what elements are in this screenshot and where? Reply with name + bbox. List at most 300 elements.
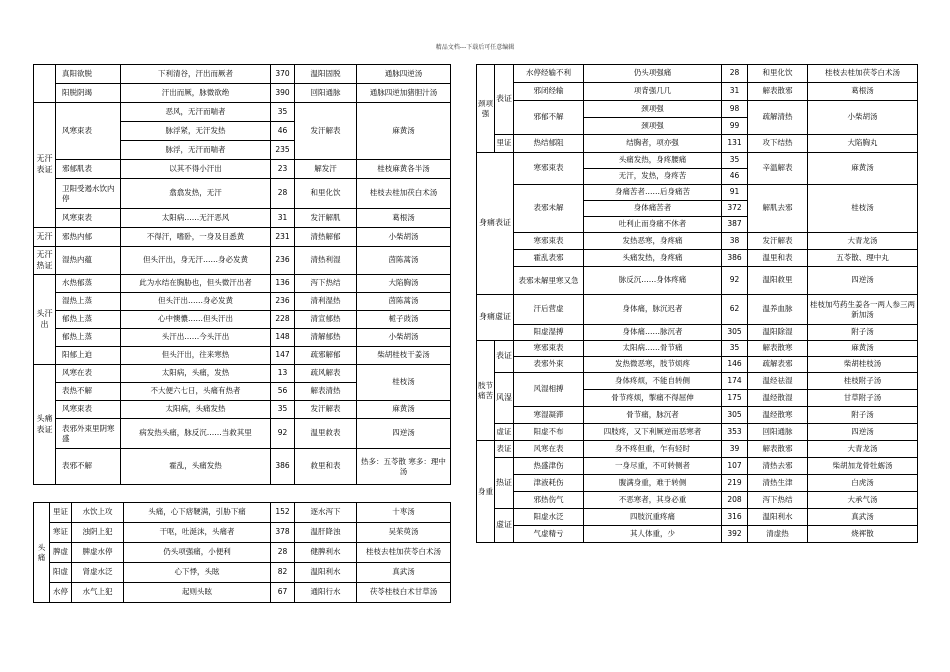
category-cell: 无汗热证 xyxy=(34,247,56,275)
page-header: 精品文档---下载后可任意编辑 xyxy=(435,44,515,51)
syndrome-cell: 热结郁阻 xyxy=(514,135,584,153)
method-cell: 清虚热 xyxy=(748,526,808,543)
syndrome-cell: 水热郁蒸 xyxy=(56,275,121,293)
subcategory-cell: 寒证 xyxy=(50,523,72,543)
table-row xyxy=(34,160,451,179)
subcategory-cell: 水停 xyxy=(50,583,72,603)
number-cell: 305 xyxy=(722,407,748,424)
subcategory-cell: 表证 xyxy=(495,65,514,135)
formula-cell: 桂枝去桂加茯苓白术汤 xyxy=(808,65,918,83)
clause-cell: 恶风，无汗而喘者 xyxy=(121,103,271,122)
method-cell: 疏邪解郁 xyxy=(295,347,357,365)
syndrome-cell: 风寒束表 xyxy=(56,103,121,160)
formula-cell: 大青龙汤 xyxy=(808,441,918,458)
subcategory-cell: 虚证 xyxy=(495,424,514,441)
table-row xyxy=(477,233,918,250)
number-cell: 219 xyxy=(722,475,748,492)
syndrome-cell: 邪郁肌表 xyxy=(56,160,121,179)
table-row xyxy=(34,179,451,209)
syndrome-cell: 表邪未解里寒又急 xyxy=(514,267,584,295)
symptom-table-sweat-headache xyxy=(33,64,451,485)
number-cell: 378 xyxy=(271,523,295,543)
formula-cell: 桂枝附子汤 xyxy=(808,373,918,390)
syndrome-cell: 湿热上蒸 xyxy=(56,293,121,311)
category-cell: 身重 xyxy=(477,441,495,543)
category-cell: 身痛虚证 xyxy=(477,295,514,341)
method-cell: 发汗解肌 xyxy=(295,209,357,228)
formula-cell: 柴胡桂枝汤 xyxy=(808,357,918,373)
formula-cell: 四逆汤 xyxy=(808,424,918,441)
clause-cell: 太阳病……骨节痛 xyxy=(584,341,722,357)
formula-cell: 栀子豉汤 xyxy=(357,311,451,329)
syndrome-cell: 水气上犯 xyxy=(72,583,124,603)
number-cell: 46 xyxy=(722,169,748,185)
clause-cell: 太阳病，头痛，发热 xyxy=(121,365,271,383)
clause-cell: 起则头眩 xyxy=(124,583,271,603)
method-cell: 疏风解表 xyxy=(295,365,357,383)
method-cell: 发汗解表 xyxy=(295,401,357,419)
table-row xyxy=(477,509,918,526)
clause-cell: 翕翕发热，无汗 xyxy=(121,179,271,209)
formula-cell: 柴胡加龙骨牡蛎汤 xyxy=(808,458,918,475)
subcategory-cell: 热证 xyxy=(495,458,514,509)
table-row xyxy=(34,563,451,583)
category-cell: 头汗出 xyxy=(34,275,56,365)
number-cell: 390 xyxy=(271,84,295,103)
table-row xyxy=(477,153,918,169)
method-cell: 疏解清热 xyxy=(748,101,808,135)
formula-cell: 桂枝去桂加茯苓白术汤 xyxy=(357,543,451,563)
formula-cell: 桂枝去桂加茯白术汤 xyxy=(357,179,451,209)
table-row xyxy=(477,267,918,295)
method-cell: 逐水泻下 xyxy=(295,503,357,523)
table-row xyxy=(477,357,918,373)
syndrome-cell: 邪热伤气 xyxy=(514,492,584,509)
clause-cell: 病发热头痛，脉反沉……当救其里 xyxy=(121,419,271,449)
method-cell: 清解郁热 xyxy=(295,329,357,347)
method-cell: 温阳固脱 xyxy=(295,65,357,84)
table-row xyxy=(477,492,918,509)
number-cell: 136 xyxy=(271,275,295,293)
number-cell: 236 xyxy=(271,293,295,311)
number-cell: 67 xyxy=(271,583,295,603)
method-cell: 清利湿热 xyxy=(295,293,357,311)
method-cell: 温里救表 xyxy=(295,419,357,449)
number-cell: 146 xyxy=(722,357,748,373)
number-cell: 92 xyxy=(271,419,295,449)
table-row xyxy=(34,449,451,485)
number-cell: 152 xyxy=(271,503,295,523)
subcategory-cell: 表证 xyxy=(495,441,514,458)
clause-cell: 不得汗，嗜卧，一身及目悉黄 xyxy=(121,228,271,247)
clause-cell: 无汗，发热，身疼苦 xyxy=(584,169,722,185)
number-cell: 99 xyxy=(722,118,748,135)
formula-cell: 小柴胡汤 xyxy=(357,329,451,347)
number-cell: 228 xyxy=(271,311,295,329)
syndrome-cell: 寒邪束表 xyxy=(514,233,584,250)
method-cell: 回阳通脉 xyxy=(295,84,357,103)
category-cell: 头痛 xyxy=(34,503,50,603)
formula-cell: 十枣汤 xyxy=(357,503,451,523)
method-cell: 健脾利水 xyxy=(295,543,357,563)
number-cell: 236 xyxy=(271,247,295,275)
syndrome-cell: 阳虚不布 xyxy=(514,424,584,441)
clause-cell: 身体痛……脉沉者 xyxy=(584,325,722,341)
syndrome-cell: 津液耗伤 xyxy=(514,475,584,492)
formula-cell: 五苓散、理中丸 xyxy=(808,250,918,267)
clause-cell: 仍头项强痛 xyxy=(584,65,722,83)
clause-cell: 四肢疼，又下利厥逆而恶寒者 xyxy=(584,424,722,441)
subcategory-cell: 里证 xyxy=(50,503,72,523)
formula-cell: 白虎汤 xyxy=(808,475,918,492)
subcategory-cell: 风湿 xyxy=(495,373,514,424)
number-cell: 13 xyxy=(271,365,295,383)
method-cell: 清热解郁 xyxy=(295,228,357,247)
formula-cell: 茵陈蒿汤 xyxy=(357,293,451,311)
method-cell: 和里化饮 xyxy=(748,65,808,83)
formula-cell: 通脉四逆汤 xyxy=(357,65,451,84)
table-row xyxy=(477,83,918,101)
syndrome-cell: 表邪外束里阴寒盛 xyxy=(56,419,121,449)
number-cell: 305 xyxy=(722,325,748,341)
subcategory-cell: 虚证 xyxy=(495,509,514,543)
formula-cell: 吴茱萸汤 xyxy=(357,523,451,543)
number-cell: 39 xyxy=(722,441,748,458)
syndrome-cell: 寒邪束表 xyxy=(514,153,584,185)
formula-cell: 桂枝汤 xyxy=(357,365,451,401)
syndrome-cell: 真阳欲脱 xyxy=(56,65,121,84)
number-cell: 208 xyxy=(722,492,748,509)
formula-cell: 茯苓桂枝白术甘草汤 xyxy=(357,583,451,603)
syndrome-cell: 阳脱阴竭 xyxy=(56,84,121,103)
syndrome-cell: 卫阳受遏水饮内停 xyxy=(56,179,121,209)
method-cell: 辛温解表 xyxy=(748,153,808,185)
table-row xyxy=(34,103,451,122)
table-row xyxy=(477,373,918,390)
table-row xyxy=(34,543,451,563)
clause-cell: 骨节痛，脉沉者 xyxy=(584,407,722,424)
clause-cell: 脉反沉……身体疼痛 xyxy=(584,267,722,295)
formula-cell: 麻黄汤 xyxy=(808,341,918,357)
syndrome-cell: 表邪未解 xyxy=(514,185,584,233)
clause-cell: 四肢沉重疼痛 xyxy=(584,509,722,526)
formula-cell: 四逆汤 xyxy=(808,267,918,295)
clause-cell: 不大便六七日，头痛有热者 xyxy=(121,383,271,401)
method-cell: 温阳救里 xyxy=(748,267,808,295)
formula-cell: 甘草附子汤 xyxy=(808,390,918,407)
table-row xyxy=(34,228,451,247)
clause-cell: 身体痛，脉沉迟者 xyxy=(584,295,722,325)
syndrome-cell: 湿热内蕴 xyxy=(56,247,121,275)
clause-cell: 身痛苦者……后身痛苦 xyxy=(584,185,722,201)
formula-cell: 附子汤 xyxy=(808,407,918,424)
number-cell: 35 xyxy=(722,153,748,169)
clause-cell: 仍头项强痛，小便利 xyxy=(124,543,271,563)
clause-cell: 颈项强 xyxy=(584,118,722,135)
number-cell: 175 xyxy=(722,390,748,407)
number-cell: 62 xyxy=(722,295,748,325)
number-cell: 23 xyxy=(271,160,295,179)
formula-cell: 麻黄汤 xyxy=(357,103,451,160)
table-row xyxy=(477,475,918,492)
syndrome-cell: 阳虚湿搏 xyxy=(514,325,584,341)
number-cell: 35 xyxy=(722,341,748,357)
syndrome-cell: 热盛津伤 xyxy=(514,458,584,475)
clause-cell: 汗出而厥，脉微欲绝 xyxy=(121,84,271,103)
number-cell: 82 xyxy=(271,563,295,583)
method-cell: 清热去邪 xyxy=(748,458,808,475)
syndrome-cell: 表邪不解 xyxy=(56,449,121,485)
clause-cell: 心下悸，头眩 xyxy=(124,563,271,583)
number-cell: 92 xyxy=(722,267,748,295)
table-row xyxy=(34,247,451,275)
clause-cell: 项背强几几 xyxy=(584,83,722,101)
number-cell: 353 xyxy=(722,424,748,441)
table-row xyxy=(477,441,918,458)
number-cell: 386 xyxy=(271,449,295,485)
table-row xyxy=(477,295,918,325)
number-cell: 28 xyxy=(271,543,295,563)
method-cell: 温里和表 xyxy=(748,250,808,267)
category-cell xyxy=(34,65,56,103)
method-cell: 解发汗 xyxy=(295,160,357,179)
formula-cell: 麻黄汤 xyxy=(808,153,918,185)
formula-cell: 大承气汤 xyxy=(808,492,918,509)
method-cell: 温阳除湿 xyxy=(748,325,808,341)
formula-cell: 桂枝麻黄各半汤 xyxy=(357,160,451,179)
table-row xyxy=(34,419,451,449)
number-cell: 107 xyxy=(722,458,748,475)
symptom-table-neck-body-pain xyxy=(476,64,918,543)
method-cell: 救里和表 xyxy=(295,449,357,485)
method-cell: 回阳通脉 xyxy=(748,424,808,441)
syndrome-cell: 郁热上蒸 xyxy=(56,311,121,329)
syndrome-cell: 肾虚水泛 xyxy=(72,563,124,583)
method-cell: 清热利湿 xyxy=(295,247,357,275)
number-cell: 148 xyxy=(271,329,295,347)
formula-cell: 桂枝加芍药生姜各一两人参三两新加汤 xyxy=(808,295,918,325)
number-cell: 131 xyxy=(722,135,748,153)
table-row xyxy=(477,424,918,441)
table-row xyxy=(477,341,918,357)
category-cell: 头痛表证 xyxy=(34,365,56,485)
method-cell: 攻下结热 xyxy=(748,135,808,153)
formula-cell: 葛根汤 xyxy=(808,83,918,101)
table-row xyxy=(477,185,918,201)
table-row xyxy=(477,250,918,267)
syndrome-cell: 邪郁不解 xyxy=(514,101,584,135)
symptom-table-headache-interior xyxy=(33,502,451,603)
clause-cell: 心中懊憹……但头汗出 xyxy=(121,311,271,329)
method-cell: 温养血脉 xyxy=(748,295,808,325)
formula-cell: 真武汤 xyxy=(357,563,451,583)
method-cell: 温经祛湿 xyxy=(748,373,808,390)
syndrome-cell: 霍乱表邪 xyxy=(514,250,584,267)
clause-cell: 身体痛苦者 xyxy=(584,201,722,217)
table-row xyxy=(34,503,451,523)
syndrome-cell: 水停经输不利 xyxy=(514,65,584,83)
number-cell: 387 xyxy=(722,217,748,233)
syndrome-cell: 风寒束表 xyxy=(56,401,121,419)
formula-cell: 桂枝汤 xyxy=(808,185,918,233)
clause-cell: 结胸者，项亦强 xyxy=(584,135,722,153)
number-cell: 46 xyxy=(271,122,295,141)
method-cell: 清宣郁热 xyxy=(295,311,357,329)
method-cell: 疏解表邪 xyxy=(748,357,808,373)
number-cell: 98 xyxy=(722,101,748,118)
syndrome-cell: 阳郁上迫 xyxy=(56,347,121,365)
table-row xyxy=(34,365,451,383)
method-cell: 通阳行水 xyxy=(295,583,357,603)
number-cell: 235 xyxy=(271,141,295,160)
method-cell: 温经散寒 xyxy=(748,407,808,424)
method-cell: 解肌去邪 xyxy=(748,185,808,233)
table-row xyxy=(477,101,918,118)
syndrome-cell: 风寒在表 xyxy=(514,441,584,458)
category-cell: 身痛表证 xyxy=(477,153,514,295)
table-row xyxy=(34,583,451,603)
method-cell: 温阳利水 xyxy=(295,563,357,583)
clause-cell: 干呕，吐涎沫，头痛者 xyxy=(124,523,271,543)
number-cell: 370 xyxy=(271,65,295,84)
syndrome-cell: 脾虚水停 xyxy=(72,543,124,563)
syndrome-cell: 阳虚水泛 xyxy=(514,509,584,526)
method-cell: 温阳利水 xyxy=(748,509,808,526)
number-cell: 91 xyxy=(722,185,748,201)
method-cell: 解表清热 xyxy=(295,383,357,401)
method-cell: 温肝降浊 xyxy=(295,523,357,543)
table-row xyxy=(477,407,918,424)
formula-cell: 小柴胡汤 xyxy=(808,101,918,135)
clause-cell: 脉浮紧，无汗发热 xyxy=(121,122,271,141)
clause-cell: 身体疼烦，不能自转侧 xyxy=(584,373,722,390)
table-row xyxy=(34,401,451,419)
method-cell: 泻下热结 xyxy=(748,492,808,509)
method-cell: 解表散寒 xyxy=(748,341,808,357)
number-cell: 35 xyxy=(271,401,295,419)
table-row xyxy=(477,458,918,475)
formula-cell: 大青龙汤 xyxy=(808,233,918,250)
number-cell: 56 xyxy=(271,383,295,401)
syndrome-cell: 风寒束表 xyxy=(56,209,121,228)
clause-cell: 太阳病，头痛发热 xyxy=(121,401,271,419)
clause-cell: 不恶寒者，其身必重 xyxy=(584,492,722,509)
table-row xyxy=(477,135,918,153)
number-cell: 147 xyxy=(271,347,295,365)
table-row xyxy=(34,347,451,365)
formula-cell: 四逆汤 xyxy=(357,419,451,449)
table-row xyxy=(34,293,451,311)
method-cell: 清热生津 xyxy=(748,475,808,492)
clause-cell: 一身尽重，不可转侧者 xyxy=(584,458,722,475)
number-cell: 231 xyxy=(271,228,295,247)
clause-cell: 但头汗出，往来寒热 xyxy=(121,347,271,365)
clause-cell: 吐利止而身痛不休者 xyxy=(584,217,722,233)
clause-cell: 发热恶寒，身疼痛 xyxy=(584,233,722,250)
method-cell: 解表散邪 xyxy=(748,83,808,101)
clause-cell: 头痛，心下痞鞕满，引胁下痛 xyxy=(124,503,271,523)
formula-cell: 烧裈散 xyxy=(808,526,918,543)
formula-cell: 通脉四逆加猪胆汁汤 xyxy=(357,84,451,103)
table-row xyxy=(34,523,451,543)
clause-cell: 此为水结在胸胁也，但头微汗出者 xyxy=(121,275,271,293)
clause-cell: 太阳病……无汗恶风 xyxy=(121,209,271,228)
clause-cell: 但头汗出……身必发黄 xyxy=(121,293,271,311)
clause-cell: 其人体重，少 xyxy=(584,526,722,543)
category-cell: 颈项强 xyxy=(477,65,495,153)
method-cell: 发汗解表 xyxy=(295,103,357,160)
table-row xyxy=(477,325,918,341)
formula-cell: 热多：五苓散 寒多：理中汤 xyxy=(357,449,451,485)
number-cell: 392 xyxy=(722,526,748,543)
syndrome-cell: 风湿相搏 xyxy=(514,373,584,407)
method-cell: 泻下热结 xyxy=(295,275,357,293)
table-row xyxy=(34,329,451,347)
syndrome-cell: 寒邪束表 xyxy=(514,341,584,357)
category-cell: 无汗 xyxy=(34,228,56,247)
number-cell: 31 xyxy=(722,83,748,101)
syndrome-cell: 寒湿凝滞 xyxy=(514,407,584,424)
table-row xyxy=(34,275,451,293)
clause-cell: 骨节疼烦，掣痛不得屈伸 xyxy=(584,390,722,407)
formula-cell: 茵陈蒿汤 xyxy=(357,247,451,275)
formula-cell: 麻黄汤 xyxy=(357,401,451,419)
clause-cell: 头痛发热，身疼痛 xyxy=(584,250,722,267)
formula-cell: 大陷胸汤 xyxy=(357,275,451,293)
syndrome-cell: 汗后营虚 xyxy=(514,295,584,325)
subcategory-cell: 里证 xyxy=(495,135,514,153)
table-row xyxy=(34,84,451,103)
table-row xyxy=(477,65,918,83)
number-cell: 35 xyxy=(271,103,295,122)
table-row xyxy=(34,209,451,228)
clause-cell: 但头汗出，身无汗……身必发黄 xyxy=(121,247,271,275)
syndrome-cell: 浊阴上犯 xyxy=(72,523,124,543)
syndrome-cell: 邪热内郁 xyxy=(56,228,121,247)
number-cell: 174 xyxy=(722,373,748,390)
clause-cell: 以其不得小汗出 xyxy=(121,160,271,179)
table-row xyxy=(34,65,451,84)
method-cell: 解表散邪 xyxy=(748,441,808,458)
formula-cell: 葛根汤 xyxy=(357,209,451,228)
number-cell: 386 xyxy=(722,250,748,267)
formula-cell: 小柴胡汤 xyxy=(357,228,451,247)
number-cell: 316 xyxy=(722,509,748,526)
syndrome-cell: 郁热上蒸 xyxy=(56,329,121,347)
method-cell: 温经散湿 xyxy=(748,390,808,407)
formula-cell: 真武汤 xyxy=(808,509,918,526)
clause-cell: 发热微恶寒，肢节烦疼 xyxy=(584,357,722,373)
formula-cell: 附子汤 xyxy=(808,325,918,341)
formula-cell: 大陷胸丸 xyxy=(808,135,918,153)
table-row xyxy=(477,526,918,543)
number-cell: 38 xyxy=(722,233,748,250)
category-cell: 无汗表证 xyxy=(34,103,56,228)
syndrome-cell: 风寒在表 xyxy=(56,365,121,383)
subcategory-cell: 表证 xyxy=(495,341,514,373)
syndrome-cell: 邪闭经输 xyxy=(514,83,584,101)
syndrome-cell: 水饮上攻 xyxy=(72,503,124,523)
clause-cell: 头痛发热，身疼腰痛 xyxy=(584,153,722,169)
clause-cell: 身不疼但重，乍有轻时 xyxy=(584,441,722,458)
subcategory-cell: 阳虚 xyxy=(50,563,72,583)
syndrome-cell: 表热不解 xyxy=(56,383,121,401)
clause-cell: 脉浮，无汗而喘者 xyxy=(121,141,271,160)
category-cell: 肢节痛苦 xyxy=(477,341,495,441)
syndrome-cell: 气虚精亏 xyxy=(514,526,584,543)
subcategory-cell: 脾虚 xyxy=(50,543,72,563)
clause-cell: 头汗出……今头汗出 xyxy=(121,329,271,347)
